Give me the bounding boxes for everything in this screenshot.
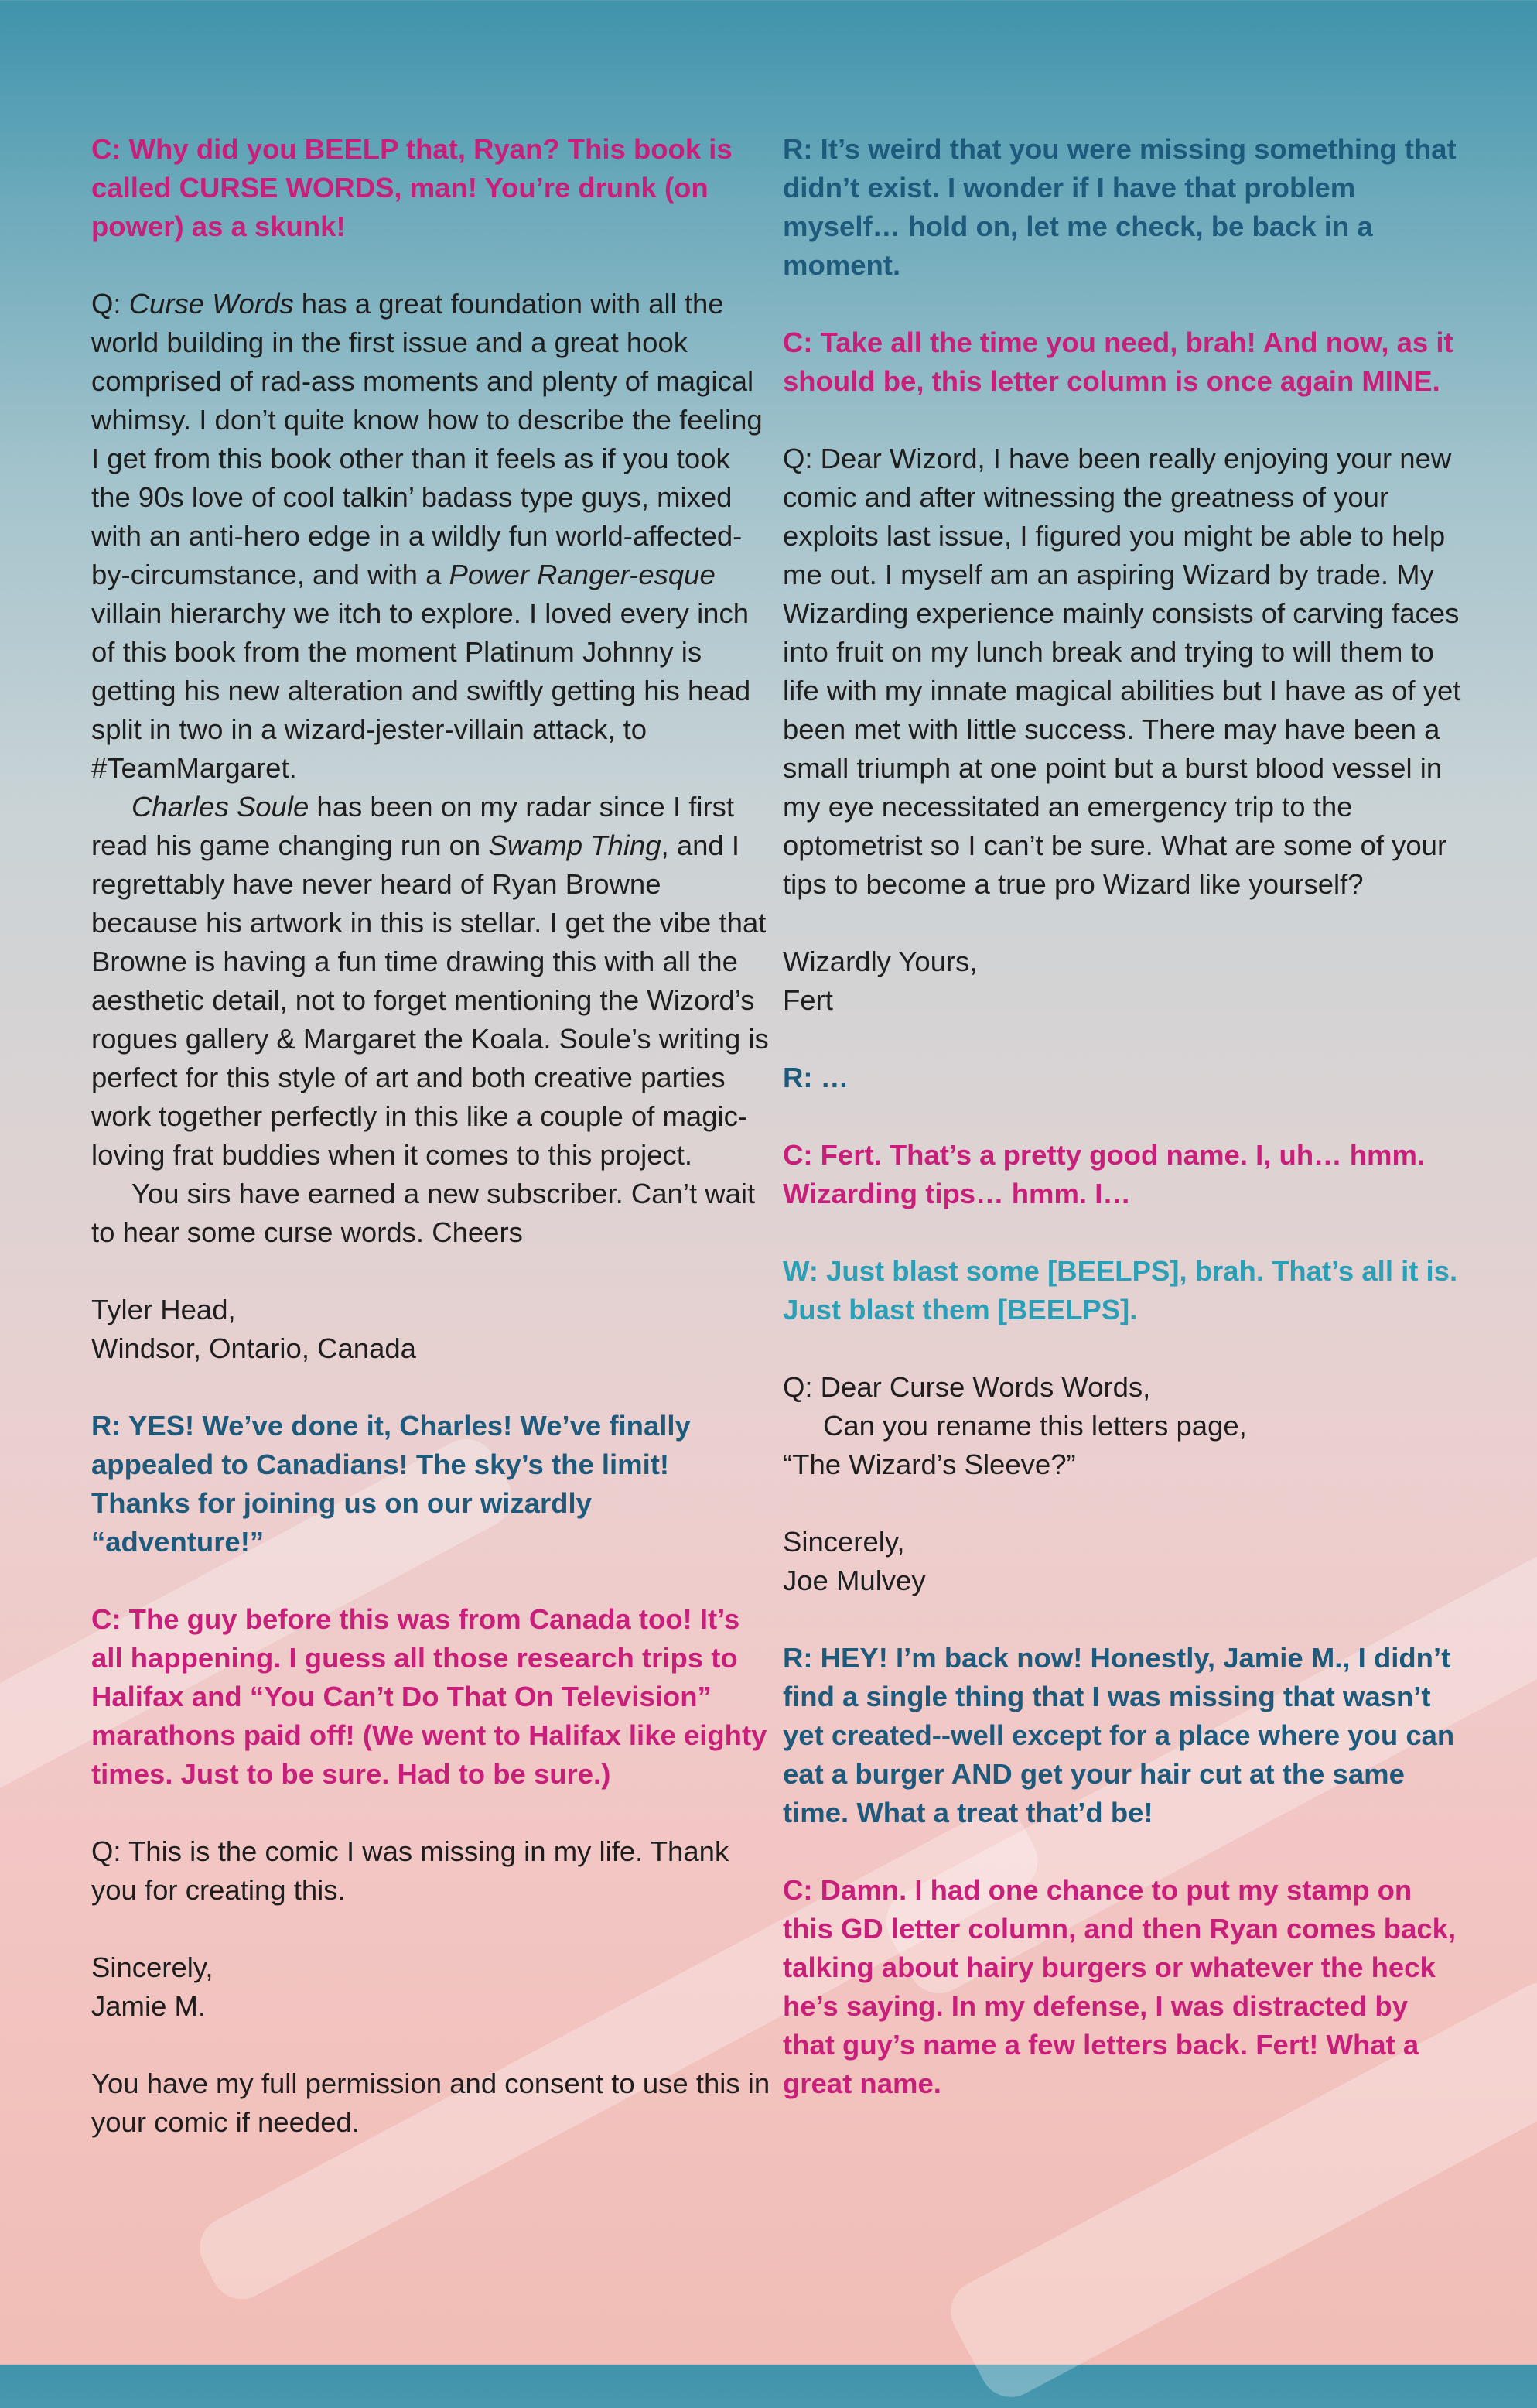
ryan-reply-4: R: HEY! I’m back now! Honestly, Jamie M., I didn’t find a single thing that I was missing that wasn’t yet created--well except for a place where you can eat a burger AND get your hair cut at the same time. What a treat that’d be! (783, 1642, 1455, 1828)
ryan-reply-1: R: YES! We’ve done it, Charles! We’ve finally appealed to Canadians! The sky’s the limit! Thanks for joining us on our wizardly “adventure!” (91, 1410, 691, 1558)
ryan-reply-3: R: … (783, 1062, 849, 1093)
left-column (91, 130, 770, 2181)
wizord-reply-1: W: Just blast some [BEELPS], brah. That’s all it is. Just blast them [BEELPS]. (783, 1255, 1458, 1325)
charles-reply-4: C: Fert. That’s a pretty good name. I, uh… hmm. Wizarding tips… hmm. I… (783, 1139, 1426, 1209)
signature-jamie: Sincerely, Jamie M. (91, 1951, 213, 2022)
letter-joe-mulvey: Q: Dear Curse Words Words, Can you rename this letters page, “The Wizard’s Sleeve?” (783, 1371, 1247, 1480)
ryan-reply-2: R: It’s weird that you were missing something that didn’t exist. I wonder if I have that problem myself… hold on, let me check, be back in a moment. (783, 133, 1457, 281)
letter-paragraph-2: Charles Soule has been on my radar since I first read his game changing run on Swamp Thing, and I regrettably have never heard of Ryan Browne because his artwork in this is stellar. I get the vibe that Browne is having a fun time drawing this with all the aesthetic detail, not to forget mentioning the Wizord’s rogues gallery & Margaret the Koala. Soule’s writing is perfect for this style of art and both creative parties work together perfectly in this like a couple of magic-loving frat buddies when it comes to this project. (91, 791, 769, 1171)
letter-tyler-head (91, 285, 770, 1368)
right-column (783, 130, 1462, 2142)
letter-jamie-permission: You have my full permission and consent to use this in your comic if needed. (91, 2068, 770, 2138)
letter-fert: Q: Dear Wizord, I have been really enjoying your new comic and after witnessing the greatness of your exploits last issue, I figured you might be able to help me out. I myself am an aspiring Wizard by trade. My Wizarding experience mainly consists of carving faces into fruit on my lunch break and trying to will them to life with my innate magical abilities but I have as of yet been met with little success. There may have been a small triumph at one point but a burst blood vessel in my eye necessitated an emergency trip to the optometrist so I can’t be sure. What are some of your tips to become a true pro Wizard like yourself? (783, 443, 1461, 900)
italic-swamp-thing: Swamp Thing (488, 829, 661, 861)
italic-title: Curse Words (128, 288, 294, 320)
charles-reply-3: C: Take all the time you need, brah! And now, as it should be, this letter column is once again MINE. (783, 327, 1453, 397)
italic-author: Charles Soule (131, 791, 309, 823)
letter-jamie: Q: This is the comic I was missing in my life. Thank you for creating this. (91, 1835, 729, 1906)
letter-paragraph-3: You sirs have earned a new subscriber. Can’t wait to hear some curse words. Cheers (91, 1178, 756, 1248)
letter-paragraph-1: Q: Curse Words has a great foundation with all the world building in the first issue and a great hook comprised of rad-ass moments and plenty of magical whimsy. I don’t quite know how to describe the feeling I get from this book other than it feels as if you took the 90s love of cool talkin’ badass type guys, mixed with an anti-hero edge in a wildly fun world-affected-by-circumstance, and with a Power Ranger-esque villain hierarchy we itch to explore. I loved every inch of this book from the moment Platinum Johnny is getting his new alteration and swiftly getting his head split in two in a wizard-jester-villain attack, to #TeamMargaret. (91, 288, 763, 784)
charles-reply-2: C: The guy before this was from Canada too! It’s all happening. I guess all those research trips to Halifax and “You Can’t Do That On Television” marathons paid off! (We went to Halifax like eighty times. Just to be sure. Had to be sure.) (91, 1603, 767, 1790)
signature-fert: Wizardly Yours, Fert (783, 946, 978, 1016)
italic-power-ranger: Power Ranger-esque (449, 559, 716, 590)
signature-joe: Sincerely, Joe Mulvey (783, 1526, 926, 1596)
signature-name: Tyler Head, (91, 1294, 236, 1325)
signature-location: Windsor, Ontario, Canada (91, 1332, 416, 1364)
charles-reply-1: C: Why did you BEELP that, Ryan? This book is called CURSE WORDS, man! You’re drunk (on power) as a skunk! (91, 133, 733, 242)
charles-reply-5: C: Damn. I had one chance to put my stamp on this GD letter column, and then Ryan comes back, talking about hairy burgers or whatever the heck he’s saying. In my defense, I was distracted by that guy’s name a few letters back. Fert! What a great name. (783, 1874, 1457, 2099)
